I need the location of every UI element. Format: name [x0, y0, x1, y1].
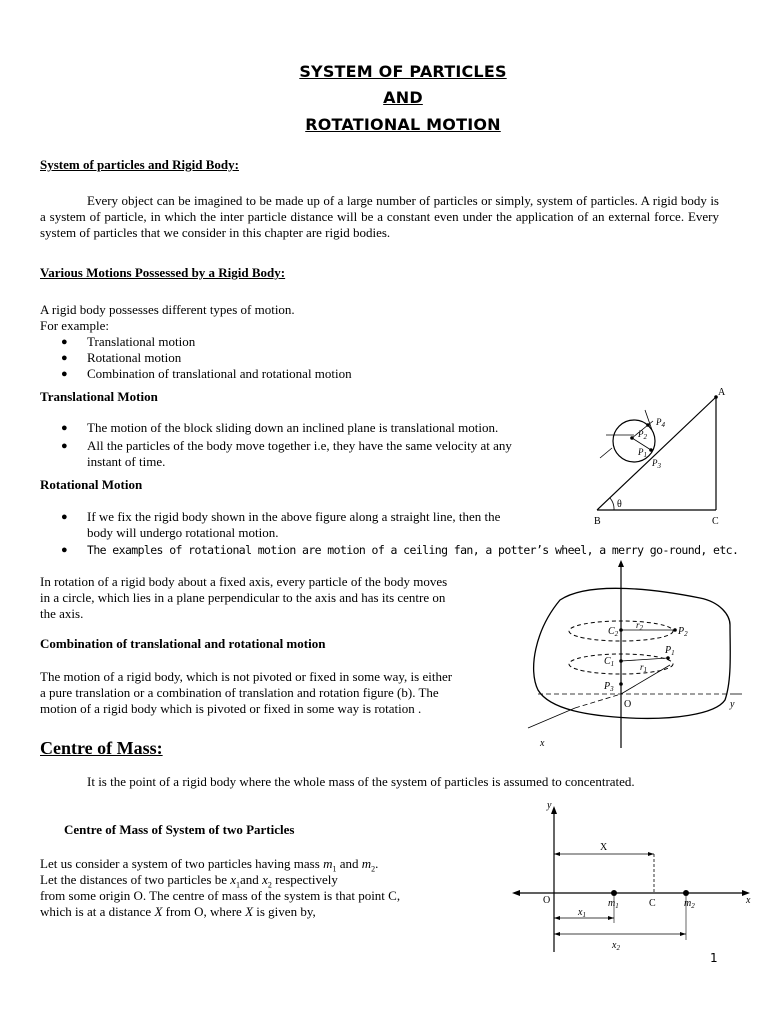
rigid-body-rotation-figure	[520, 560, 750, 750]
label-m2: $m_2$	[684, 898, 695, 910]
combination-line-1: The motion of a rigid body, which is not pivoted or fixed in some way, is either	[40, 669, 453, 684]
motions-intro: A rigid body possesses different types of motion.	[40, 302, 295, 317]
label-P1: $P_1$	[665, 645, 675, 657]
label-x1: $x_1$	[578, 907, 586, 919]
rotation-para-line-1: In rotation of a rigid body about a fixed axis, every particle of the body moves	[40, 574, 448, 589]
label-C2: $C_2$	[608, 626, 619, 638]
com-text: Let the distances of two particles be	[40, 872, 231, 887]
rigid-body-paragraph: Every object can be imagined to be made up of a large number of particles or simply, system of particles. A rigid body is a system of particle, in which the inter particle distance will be a constant even under the application of an external force. Every system of particles that we consider in this chapter are rigid bodies.	[40, 193, 719, 240]
title-line-2: AND	[383, 88, 423, 107]
title-line-1: SYSTEM OF PARTICLES	[299, 62, 507, 81]
com-text: which is at a distance	[40, 904, 155, 919]
com-text: is given by,	[253, 904, 316, 919]
label-P4: $P_4$	[656, 417, 665, 429]
label-x: x	[746, 895, 751, 906]
list-item: Rotational motion	[87, 350, 182, 365]
label-P2: $P_2$	[678, 626, 688, 638]
rotational-bullet-2: The examples of rotational motion are motion of a ceiling fan, a potter’s wheel, a merry go-round, etc.	[87, 543, 739, 557]
com-text: and	[240, 872, 263, 887]
label-O: O	[624, 699, 632, 710]
com-line-2	[40, 872, 338, 888]
com-text: and	[336, 856, 362, 871]
label-r1: $r_1$	[640, 662, 648, 674]
bullet-icon: ●	[61, 336, 68, 348]
subscript: 2	[267, 880, 272, 890]
centre-of-mass-paragraph: It is the point of a rigid body where the whole mass of the system of particles is assumed to concentrated.	[87, 774, 635, 789]
subscript: 1	[332, 864, 337, 874]
bullet-icon: ●	[61, 544, 68, 556]
label-y: y	[730, 699, 735, 710]
section-heading-motions: Various Motions Possessed by a Rigid Body:	[40, 265, 286, 280]
label-B: B	[594, 516, 601, 527]
distance-symbol: X	[245, 904, 254, 919]
label-A: A	[718, 387, 726, 398]
mass-symbol: m	[323, 856, 333, 871]
com-text: Let us consider a system of two particles having mass	[40, 856, 324, 871]
combination-line-3: motion of a rigid body which is pivoted or fixed in some way is rotation .	[40, 701, 422, 716]
label-P3: $P_3$	[652, 458, 661, 470]
label-x2: $x_2$	[612, 940, 620, 952]
translational-heading: Translational Motion	[40, 389, 158, 404]
mass-symbol: m	[361, 856, 372, 871]
list-item: Translational motion	[87, 334, 196, 349]
section-heading-rigid-body: System of particles and Rigid Body:	[40, 157, 239, 172]
bullet-icon: ●	[61, 352, 68, 364]
label-x: x	[540, 738, 545, 749]
bullet-icon: ●	[61, 440, 68, 452]
two-particles-heading: Centre of Mass of System of two Particles	[64, 822, 295, 837]
label-P2: $P_2$	[638, 429, 647, 441]
label-C: C	[649, 898, 656, 909]
distance-symbol: x	[262, 872, 268, 887]
rotational-bullet-1-line-1: If we fix the rigid body shown in the above figure along a straight line, then the	[87, 509, 501, 524]
bullet-icon: ●	[61, 368, 68, 380]
centre-of-mass-heading: Centre of Mass:	[40, 738, 163, 758]
list-item: Combination of translational and rotational motion	[87, 366, 352, 381]
com-line-4	[40, 904, 316, 920]
translational-bullet-2-line-2: instant of time.	[87, 454, 166, 469]
bullet-icon: ●	[61, 422, 68, 434]
inclined-plane-figure	[590, 380, 740, 530]
translational-bullet-2-line-1: All the particles of the body move together i.e, they have the same velocity at any	[87, 438, 512, 453]
com-line-3: from some origin O. The centre of mass of the system is that point C,	[40, 888, 401, 903]
com-text: from O, where	[162, 904, 246, 919]
label-O: O	[543, 895, 551, 906]
com-text: respectively	[271, 872, 338, 887]
title-line-3: ROTATIONAL MOTION	[305, 115, 501, 134]
label-X: X	[600, 842, 608, 853]
label-theta: θ	[617, 499, 622, 510]
subscript: 2	[371, 864, 376, 874]
distance-symbol: X	[154, 904, 163, 919]
rotational-bullet-1-line-2: body will undergo rotational motion.	[87, 525, 279, 540]
combination-line-2: a pure translation or a combination of translation and rotation figure (b). The	[40, 685, 439, 700]
rotational-heading: Rotational Motion	[40, 477, 143, 492]
bullet-icon: ●	[61, 511, 68, 523]
label-P3: $P_3$	[604, 681, 614, 693]
combination-heading: Combination of translational and rotational motion	[40, 636, 326, 651]
page-number: 1	[710, 951, 718, 965]
rotation-para-line-2: in a circle, which lies in a plane perpendicular to the axis and has its centre on	[40, 590, 446, 605]
distance-symbol: x	[230, 872, 237, 887]
label-m1: $m_1$	[608, 898, 619, 910]
label-P1: $P_1$	[638, 447, 647, 459]
label-r2: $r_2$	[636, 620, 644, 632]
two-particle-axis-figure	[510, 798, 760, 958]
com-text: .	[375, 856, 379, 871]
label-y: y	[547, 800, 552, 811]
subscript: 1	[236, 880, 241, 890]
label-C: C	[712, 516, 719, 527]
com-line-1	[40, 856, 378, 872]
label-C1: $C_1$	[604, 656, 615, 668]
motions-example-label: For example:	[40, 318, 109, 333]
translational-bullet-1: The motion of the block sliding down an inclined plane is translational motion.	[87, 420, 499, 435]
rotation-para-line-3: the axis.	[40, 606, 84, 621]
